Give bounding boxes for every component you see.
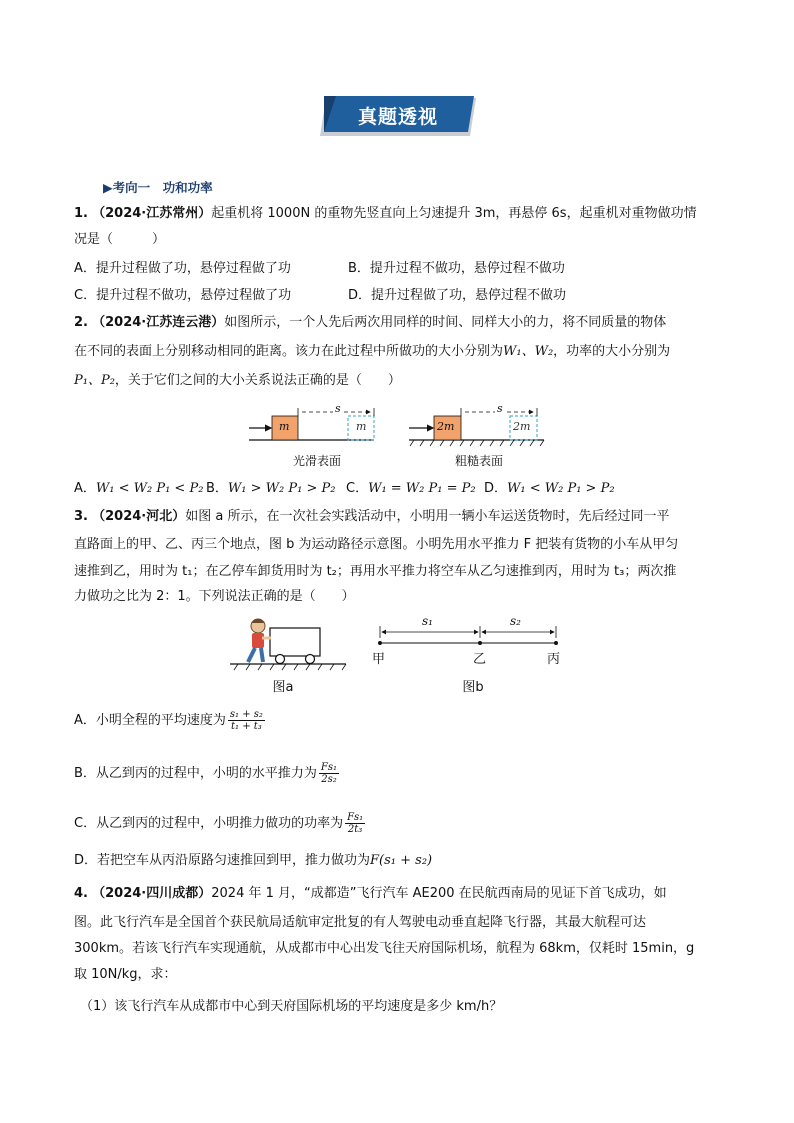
q3-path-drawing <box>370 614 570 654</box>
q2-line2 <box>74 343 670 361</box>
q3-option-b-text: B．从乙到丙的过程中，小明的水平推力为 <box>74 766 317 781</box>
q2-left-block-label: m <box>279 420 290 433</box>
q2-option-c-label: C． <box>346 481 369 496</box>
q3-option-d-text: D．若把空车从丙沿原路匀速推回到甲，推力做功为 <box>74 853 371 868</box>
q1-line1 <box>74 205 697 223</box>
q2-option-a-label: A． <box>74 481 96 496</box>
q3-option-c-denominator: 2t₃ <box>347 824 363 835</box>
q3-option-c-text: C．从乙到丙的过程中，小明推力做功的功率为 <box>74 816 344 831</box>
q4-sub1: （1）该飞行汽车从成都市中心到天府国际机场的平均速度是多少 km/h？ <box>80 999 503 1014</box>
q3-point-jia: 甲 <box>372 652 386 667</box>
q3-figure-a <box>228 614 348 696</box>
q4-text: 2024 年 1 月，“成都造”飞行汽车 AE200 在民航西南局的见证下首飞成功，如 <box>211 886 667 901</box>
q2-right-block-label: 2m <box>437 420 455 433</box>
q2-number: 2. <box>74 315 88 330</box>
q2-source: （2024·江苏连云港） <box>92 315 225 330</box>
q2-p-symbols: P₁、P₂ <box>74 373 115 388</box>
q3-line4: 力做功之比为 2：1。下列说法正确的是（ ） <box>74 589 355 604</box>
q3-option-b-denominator: 2s₂ <box>321 774 337 785</box>
q3-option-c-numerator: Fs₁ <box>347 812 364 823</box>
q2-left-caption: 光滑表面 <box>292 454 341 468</box>
q2-w-symbols: W₁、W₂ <box>503 344 554 359</box>
q3-line3: 速推到乙，用时为 t₁；在乙停车卸货用时为 t₂；再用水平推力将空车从乙匀速推到丙，用时为 t₃；两次推 <box>74 564 677 579</box>
q2-right-distance: s <box>497 402 503 415</box>
q3-point-yi: 乙 <box>473 652 487 667</box>
q2-right-ghost-label: 2m <box>513 420 531 433</box>
q3-option-b <box>74 762 339 785</box>
q1-option-d: D．提升过程做了功，悬停过程不做功 <box>348 288 567 303</box>
q3-text: 如图 a 所示，在一次社会实践活动中，小明用一辆小车运送货物时，先后经过同一平 <box>185 509 670 524</box>
q2-line1 <box>74 314 666 332</box>
q3-option-d <box>74 852 432 870</box>
q3-s1-label: s₁ <box>422 614 433 628</box>
q3-option-b-fraction <box>319 762 339 785</box>
q3-caption-a: 图a <box>272 680 294 695</box>
q4-line3: 300km。若该飞行汽车实现通航，从成都市中心出发飞往天府国际机场，航程为 68km，仅耗时 15min，g <box>74 941 695 956</box>
q1-line2: 况是（ ） <box>74 232 166 247</box>
q2-option-c-expr: W₁ = W₂ P₁ = P₂ <box>368 481 476 496</box>
q2-option-b-expr: W₁ > W₂ P₁ > P₂ <box>227 481 336 496</box>
q2-text2: 在不同的表面上分别移动相同的距离。该力在此过程中所做功的大小分别为 <box>74 344 504 359</box>
q3-source: （2024·河北） <box>92 509 186 524</box>
q2-left-ghost-label: m <box>356 420 367 433</box>
q1-option-a: A．提升过程做了功，悬停过程做了功 <box>74 261 291 276</box>
q3-cart-drawing <box>228 614 348 674</box>
q2-right-caption: 粗糙表面 <box>454 454 503 468</box>
section-header: ▶考向一 功和功率 <box>103 180 213 195</box>
q3-option-a-numerator: s₁ + s₂ <box>229 709 263 720</box>
q4-source: （2024·四川成都） <box>92 886 212 901</box>
q2-text2-end: ，功率的大小分别为 <box>553 344 671 359</box>
q3-caption-b: 图b <box>462 680 484 695</box>
q3-option-c <box>74 812 365 835</box>
q2-option-d-label: D． <box>484 481 508 496</box>
q3-s2-label: s₂ <box>510 614 521 628</box>
q4-line2: 图。此飞行汽车是全国首个获民航局适航审定批复的有人驾驶电动垂直起降飞行器，其最大航程可达 <box>74 915 647 930</box>
q2-option-b-label: B． <box>206 481 228 496</box>
q2-figure-drawing <box>244 402 554 450</box>
q2-text3: ，关于它们之间的大小关系说法正确的是（ ） <box>114 373 401 388</box>
q3-option-a-fraction <box>228 709 265 732</box>
q3-option-c-fraction <box>345 812 365 835</box>
q3-number: 3. <box>74 509 88 524</box>
q2-option-a-expr: W₁ < W₂ P₁ < P₂ <box>95 481 204 496</box>
q2-figure <box>244 402 554 472</box>
q2-left-distance: s <box>335 402 341 415</box>
q3-option-a <box>74 709 265 732</box>
q2-option-d-expr: W₁ < W₂ P₁ > P₂ <box>507 481 615 496</box>
q3-line1 <box>74 508 669 526</box>
q1-option-b: B．提升过程不做功，悬停过程不做功 <box>348 261 565 276</box>
q2-line3 <box>74 372 401 390</box>
q2-option-b <box>206 480 335 498</box>
q3-figure-b <box>370 614 570 696</box>
q2-text: 如图所示，一个人先后两次用同样的时间、同样大小的力，将不同质量的物体 <box>224 315 667 330</box>
q1-source: （2024·江苏常州） <box>92 206 212 221</box>
title-banner <box>318 96 478 138</box>
banner-title: 真题透视 <box>357 106 438 128</box>
q1-option-c: C．提升过程不做功，悬停过程做了功 <box>74 288 292 303</box>
q4-number: 4. <box>74 886 88 901</box>
q2-option-c <box>346 480 476 498</box>
q3-option-a-text: A．小明全程的平均速度为 <box>74 713 226 728</box>
q3-line2: 直路面上的甲、乙、丙三个地点，图 b 为运动路径示意图。小明先用水平推力 F 把装有货物的小车从甲匀 <box>74 537 679 552</box>
q3-option-b-numerator: Fs₁ <box>320 762 338 773</box>
q3-point-bing: 丙 <box>547 652 561 667</box>
q2-option-a <box>74 480 203 498</box>
q1-number: 1. <box>74 206 88 221</box>
q4-line4: 取 10N/kg，求： <box>74 967 177 982</box>
q2-option-d <box>484 480 615 498</box>
q4-line1 <box>74 885 667 903</box>
q3-option-a-denominator: t₁ + t₃ <box>231 721 262 732</box>
q3-option-d-expr: F(s₁ + s₂) <box>370 853 433 868</box>
q1-text: 起重机将 1000N 的重物先竖直向上匀速提升 3m，再悬停 6s，起重机对重物做功情 <box>211 206 697 221</box>
